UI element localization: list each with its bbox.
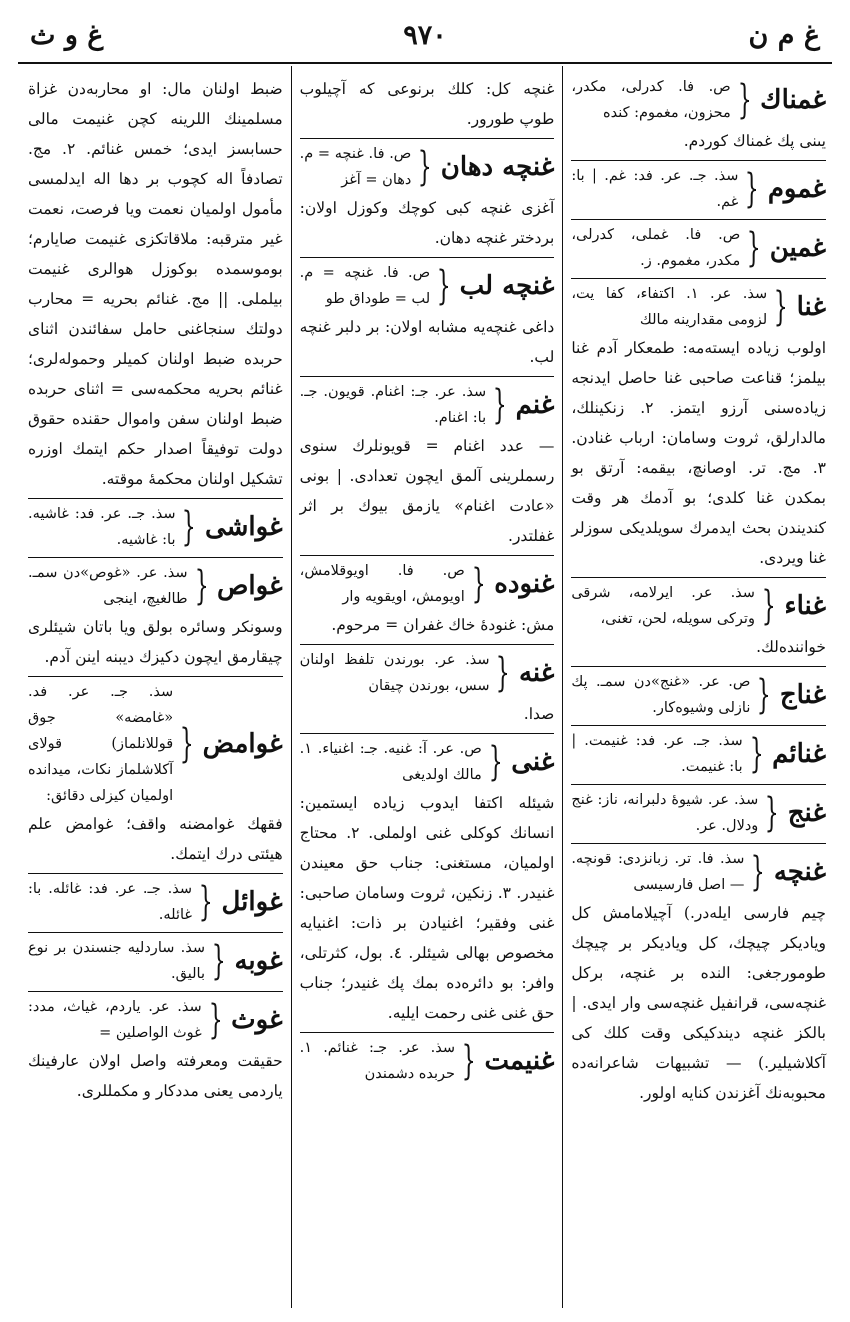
dictionary-entry (571, 72, 826, 161)
definition-text: داغى غنچه‌يه مشابه اولان: بر دلبر غنچه لب. (299, 318, 555, 366)
headword: غنچه (773, 857, 826, 887)
brace-glyph: { (737, 77, 752, 123)
column-middle (292, 66, 564, 1308)
definition-text: — عدد اغنام = قويونلرك سنوى رسملرينى آلمق ايچون تعدادى. | بونى «عادت اغنام» يازمق بيوك بر اثر غفلتدر. (299, 437, 555, 545)
brace-glyph: { (198, 879, 213, 925)
entry-head-row (28, 501, 283, 553)
definition-text: شيئله اكتفا ايدوب زياده ايستمين: انسانك كوكلى غنى اولملى. ٢. محتاج اولميان، مستغنى: جناب حق معيندن غنيدر. ٣. زنكين، ثروت وسامان صاحبى: غنى وفقير؛ اغنيادن بر ذات: اغنيايه مخصوص بهالى شيئلر. ٤. بول، كثرتلى، وافر: بو دائره‌ده بمك پك غنيدر؛ جناب حق غنى غنى رحمت ايليه. (299, 794, 555, 1022)
grammar-note: ص. عر. آ: غنيه. جـ: اغنياء. ١. مالك اولديغى (299, 741, 482, 783)
definition-text: وسونكر وسائره بولق ويا باتان شيئلرى چيقارمق ايچون دكيزك ديبنه اينن آدم. (27, 618, 283, 666)
grammar-note: سذ. جـ. عر. فد: غائله. با: غائله. (27, 881, 193, 923)
headword: غواص (216, 571, 283, 601)
brace-glyph: { (496, 650, 511, 696)
definition-text: چيم فارسى ايله‌در.) آچيلامامش كل وياديكر چيچك، كل وياديكر بر چيچك طومورجغى: النده بر غنچه، بركل غنچه‌سى، قرانفيل غنچه‌سى وار ايدى. | بالكز غنچه ديندكيكى وقت كلك كى آكلاشيلير.) — تشبيهات شاعرانه‌ده محبوبه‌نك آغزندن كنايه اولور. (571, 904, 826, 1102)
headword: غنچه لب (459, 271, 555, 301)
headword: غموم (767, 174, 826, 204)
dictionary-entry (571, 785, 826, 844)
entry-head-row (28, 994, 283, 1046)
dictionary-entry (300, 377, 555, 556)
brace-glyph: { (418, 144, 433, 190)
page-header (18, 14, 832, 62)
entry-head-row (571, 74, 826, 126)
dictionary-entry (571, 279, 826, 578)
dictionary-entry (300, 556, 555, 645)
grammar-note: ص. فا. اويوقلامش، اويومش، اويقويه وار (299, 563, 465, 605)
entry-head-row (300, 1035, 555, 1087)
continued-text: غنچه كل: كلك برنوعى كه آچيلوب طوپ طورور. (299, 80, 555, 128)
dictionary-entry (28, 499, 283, 558)
entry-head-row (300, 558, 555, 610)
brace-glyph: { (765, 790, 780, 836)
entry-head-row (300, 260, 555, 312)
brace-glyph: { (436, 263, 451, 309)
dictionary-entry (571, 161, 826, 220)
headword: غوامض (202, 729, 283, 759)
headword: غنيمت (484, 1046, 555, 1076)
dictionary-entry (300, 645, 555, 734)
definition-text: صدا. (523, 705, 555, 723)
dictionary-entry (571, 844, 826, 1112)
brace-glyph: { (488, 739, 503, 785)
dictionary-entry (300, 139, 555, 258)
definition-text: مش: غنودهٔ خاك غفران = مرحوم. (331, 616, 555, 634)
dictionary-entry (300, 734, 555, 1033)
header-rule (18, 62, 832, 64)
dictionary-entry (28, 72, 283, 499)
brace-glyph: { (471, 561, 486, 607)
entry-head-row (28, 679, 283, 809)
entry-head-row (300, 647, 555, 699)
headword: غناء (784, 591, 826, 621)
entry-head-row (300, 379, 555, 431)
brace-glyph: { (182, 504, 197, 550)
entry-head-row (571, 846, 826, 898)
entry-head-row (28, 935, 283, 987)
brace-glyph: { (761, 583, 776, 629)
entry-head-row (571, 222, 826, 274)
grammar-note: ص. فا. غنچه = م. دهان = آغز (299, 146, 412, 188)
grammar-note: ص. فا. كدرلى، مكدر، محزون، مغموم: كنده (571, 79, 731, 121)
entry-head-row (571, 580, 826, 632)
headword: غمناك (760, 85, 826, 115)
brace-glyph: { (747, 225, 762, 271)
grammar-note: سذ. جـ. عر. فد: غاشيه. با: غاشيه. (27, 506, 176, 548)
dictionary-entry (28, 874, 283, 933)
definition-text: آغزى غنچه كبى كوچك وكوزل اولان: بردختر غنچه دهان. (299, 199, 555, 247)
entry-head-row (28, 560, 283, 612)
grammar-note: سذ. جـ. عر. فد: غم. | با: غم. (571, 168, 739, 210)
entry-head-row (300, 141, 555, 193)
dictionary-entry (28, 933, 283, 992)
brace-glyph: { (773, 284, 788, 330)
grammar-note: سذ. عر. بورندن تلفظ اولنان سس، بورندن چيقان (299, 652, 490, 694)
grammar-note: سذ. جـ. عر. فد: غنيمت. | با: غنيمت. (571, 733, 743, 775)
dictionary-entry (571, 220, 826, 279)
entry-head-row (571, 669, 826, 721)
headword: غنائم (772, 739, 826, 769)
definition-text: خواننده‌لك. (756, 638, 826, 656)
header-left-letters: غ و ث (30, 20, 104, 51)
dictionary-entry (571, 667, 826, 726)
brace-glyph: { (751, 849, 766, 895)
columns (20, 66, 834, 1308)
headword: غنم (515, 390, 555, 420)
continued-text: ضبط اولنان مال: او محاربه‌دن غزاة مسلمينك اللرينه كچن غنيمت مالى حسابسز ايدى؛ خمس غنائم. ٢. مج. تصادفاً اله كچوب بر دها اله ايدلمسى مأمول اولميان نعمت ويا فرصت، نعمت غير مترقبه: ملاقاتكزى غنيمت صايارم؛ بوموسمده بوكوزل هوالرى غنيمت بيلملى. || مج. غنائم بحريه = محارب دولتك سنجاغنى حامل سفائندن اثناى حربده ضبط اولنان كميلر وحموله‌لرى؛ غنائم بحريه محكمه‌سى = اثناى حربده ضبط اولنان سفن واموال حقنده حقوق دولت توفيقاً اصدار حكم ايتمك اوزره تشكيل اولنان محكمهٔ موقته. (27, 80, 283, 488)
grammar-note: ص. فا. غنچه = م. لب = طوداق طو (299, 265, 431, 307)
grammar-note: سذ. عر. جـ: اغنام. قويون. جـ. با: اغنام. (299, 384, 487, 426)
headword: غوائل (221, 887, 283, 917)
brace-glyph: { (749, 731, 764, 777)
headword: غواشى (204, 512, 283, 542)
dictionary-entry (300, 72, 555, 139)
brace-glyph: { (179, 721, 194, 767)
brace-glyph: { (461, 1038, 476, 1084)
header-right-letters: غ م ن (748, 20, 820, 51)
entry-head-row (571, 728, 826, 780)
headword: غناج (779, 680, 826, 710)
headword: غنج (787, 798, 826, 828)
brace-glyph: { (208, 997, 223, 1043)
dictionary-entry (300, 258, 555, 377)
entry-head-row (571, 787, 826, 839)
column-left (20, 66, 292, 1308)
entry-head-row (571, 163, 826, 215)
headword: غنى (511, 747, 555, 777)
brace-glyph: { (211, 938, 226, 984)
headword: غنوده (494, 569, 555, 599)
brace-glyph: { (745, 166, 760, 212)
grammar-note: سذ. عر. ايرلامه، شرقى وتركى سويله، لحن، تغنى، (571, 585, 755, 627)
entry-head-row (571, 281, 826, 333)
headword: غوبه (234, 946, 283, 976)
grammar-note: سذ. عر. ياردم، غياث، مدد: غوث الواصلين = (27, 999, 202, 1041)
definition-text: يىنى پك غمناك كوردم. (683, 132, 826, 150)
column-right (563, 66, 834, 1308)
grammar-note: سذ. عر. شيوهٔ دلبرانه، ناز: غنج ودلال. عر. (571, 792, 759, 834)
grammar-note: سذ. ساردليه جنسندن بر نوع باليق. (27, 940, 205, 982)
headword: غمين (769, 233, 826, 263)
entry-head-row (300, 736, 555, 788)
definition-text: حقيقت ومعرفته واصل اولان عارفينك ياردمى يعنى مددكار و مكمللرى. (27, 1052, 283, 1100)
headword: غنه (518, 658, 555, 688)
definition-text: اولوب زياده ايسته‌مه: طمعكار آدم غنا بيلمز؛ قناعت صاحبى غنا حاصل ايدنجه زياده‌سنى آرزو ايتمز. ٢. زنكينلك، مالدارلق، ثروت وسامان: ارباب غنادن. ٣. مج. تر. اوصانچ، بيقمه: آرتق بو بمكدن غنا كلدى؛ بو آدمك هر وقت كنديندن بحث ايدمرك سويلديكى سوزلر غنا ويردى. (571, 339, 826, 567)
grammar-note: سذ. عر. ١. اكتفاء، كفا يت، لزومى مقدارينه مالك (571, 286, 768, 328)
grammar-note: سذ. عر. «غوص»دن سمـ. طالغيچ، اينجى (27, 565, 188, 607)
dictionary-entry (571, 578, 826, 667)
headword: غنا (796, 292, 826, 322)
entry-head-row (28, 876, 283, 928)
dictionary-entry (28, 558, 283, 677)
grammar-note: سذ. جـ. عر. فد. «غامضه» جوق قوللانلماز) قولاى آكلاشلماز نكات، ميدانده اولميان كيزلى دقائق: (27, 684, 174, 804)
brace-glyph: { (492, 382, 507, 428)
grammar-note: سذ. فا. تر. زبانزدى: قونچه. — اصل فارسيسى (571, 851, 745, 893)
grammar-note: ص. عر. «غنج»دن سمـ. پك نازلى وشيوه‌كار. (571, 674, 751, 716)
dictionary-entry (571, 726, 826, 785)
dictionary-entry (300, 1033, 555, 1091)
definition-text: فقهك غوامضنه واقف؛ غوامض علم هيئتى درك ايتمك. (27, 815, 283, 863)
brace-glyph: { (194, 563, 209, 609)
brace-glyph: { (757, 672, 772, 718)
headword: غوث (231, 1005, 283, 1035)
dictionary-entry (28, 677, 283, 874)
grammar-note: ص. فا. غملى، كدرلى، مكدر، مغموم. ز. (571, 227, 741, 269)
grammar-note: سذ. عر. جـ: غنائم. ١. حربده دشمندن (299, 1040, 456, 1082)
page-number: ٩٧٠ (403, 20, 447, 51)
headword: غنچه دهان (440, 152, 555, 182)
dictionary-entry (28, 992, 283, 1110)
